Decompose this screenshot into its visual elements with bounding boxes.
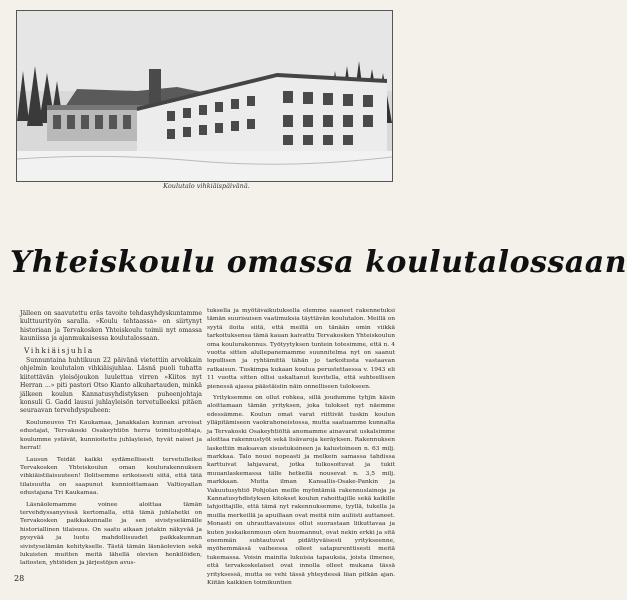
school-building-image — [17, 11, 392, 181]
intro-paragraph: Jälleen on saavutettu eräs tavoite tehdasyhdyskuntamme kulttuurityön saralla. »Koulu tehtaassa» on siirtynyt historiaan ja Tervakosken Yhteiskoulu toimii nyt omassa kauniissa ja ajanmukaisessa koulutalossaan. — [20, 310, 202, 343]
speech-paragraph: Läsnäolemamme voinee aloittaa tämän tervehdyssanyvissä kertomalla, että tämä juhlahetki on Tervakosken paikkakunnalle ja sen sivistyselämälle historiallinen tilaisuus. On saatu aikaan jotakin näkyvää ja pysyvää ja luotu mahdollisuudet paikkakunnan sivistyselämän kehitykselle. Tästä tämän läsnäolevien sekä lukuisten muitten meitä lähellä olevien henkilöiden, laitosten, yhtiöiden ja järjestöjen avus- — [20, 501, 202, 567]
article-headline: Yhteiskoulu omassa koulutalossaan — [10, 245, 627, 280]
speech-paragraph: Lausun Teidät kaikki sydämellisesti tervetulleiksi Tervakosken Yhteiskoulun oman koulurakennuksen vihkiäistilaisuuteen! Ilolitsemme erikoisesti siitä, että tätä tilaisuutta on saapunut kunnioittamaan Valtioyallan edustajana Tri Kaukamaa. — [20, 456, 202, 497]
page-number: 28 — [14, 574, 25, 583]
body-paragraph: Sunnuntaina huhtikuun 22 päivänä vietettiin arvokkain ohjelmin koulutalon vihkiäisjuhlaa. Läsnä puoli tuhatta kiitettävän yleisöjoukon luulettua virren »Kiitos nyt Herran ...» piti pastori Otso Kianto alkuhartauden, minkä jälkeen koulun Kannatusyhdistyksen puheenjohtaja konsuli G. Gadd lausui juhlayleisön tervetulleeksi pitäen seuraavan tervehdyspuheen: — [20, 357, 202, 415]
speech-paragraph: Yrityksemme on ollut rohkea, sillä joudumme tyhjin käsin aloittamaan tämän yrityksen, joka tulokset nyt näemme edessämme. Koulun omat varat riittivät tuskin koulun ylläpitämiseen vaokrahoneistossa, mutta saatuamme kunnalta ja Tervakoski Osakeyhtiöltä anomamme ainavarat uskalsimme aloittaa rakennustyöt sekä lisävaroja keräyksen. Rakennuksen laskettiin maksavan sisustuksineen ja kalustoineen n. 63 milj. markkaa. Talo nousi nopeasti ja melkein samassa tahdissa karttuivat lahjavarat, jotka tulkosoituvat ja tukit muuanlaskemassa tälle hetkellä nousevat n. 3,5 milj. markkaan. Mutta ilman Kansallis-Osake-Pankin ja Vakuutusyhtiö Pohjolan meille myöntämiä rakennuslainoja ja Kannatusyhdistyksen kitokset koulun rahoittajille sekä kaikille lahjoittajille, että tämä nyt rakennuksemme, tyyllä, tukella ja muilla merkeillä ja apuillaan ovat meitä niin auliisti auttaneet. Monasti on uhrauttavaisuus ollut suorastaan liikuttavaa ja kuten joskaikenmuun olen huomannut, ovat nekin erkki ja sitä enemmän suhtautuvat pidättyväisesti yritykseenne, myöhemmässä vaiheessa olleet satapurenttisesti meitä tukemassa. Voisin mainita lukuisia tapauksia, joista ilmenee, että tervakoskelaiset ovat innolla olleet mukana tässä yrityksessä, mutta se vehi tässä yhteydessä liian pitkän ajan. Kiitän kaikkien toimikuntien — [207, 395, 395, 586]
speech-paragraph: tuksella ja myötävaikutuksella olemme saaneet rakennetuksi tämän suurisuisen vaatimuksia täyttävän koulutalon. Meillä on syytä iloita siitä, että meillä on tänään omin viikkä tarkoituksensa tämä kauan kaivattu Tervakosken Yhteiskoulun oma koulurakennus. Työtyytyksen tuntein totesimme, että n. 4 vuotta sitten alullepanemamme suunnitelma nyt on saanut lopullisen ja ryhtämittä tähän jo tarkoitusta vastaavan ratkaisun. Tuskimpa kukaan koulua perustettaessa v. 1943 eli 11 vuotta sitten ollisi uskaltanut kuvitella, että suhteellisen pienessä ajassa päästäisiin näin onnelliseen tulokseen. — [207, 308, 395, 390]
left-column — [20, 310, 202, 571]
photo-caption: Koulutalo vihkiäispäivänä. — [163, 182, 250, 190]
speech-paragraph: Kouluneuvos Tri Kaukamaa, Janakkalan kunnan arvoisat edustajat, Tervakoski Osakeyhtiön herra toimitusjohtaja, koulumme ystävät, kunnioitettu juhlayleisö, hyvät naiset ja herrat! — [20, 419, 202, 452]
school-building-photo — [16, 10, 393, 182]
section-subheading: Vihkiäisjuhla — [24, 345, 94, 355]
right-column — [207, 307, 395, 590]
